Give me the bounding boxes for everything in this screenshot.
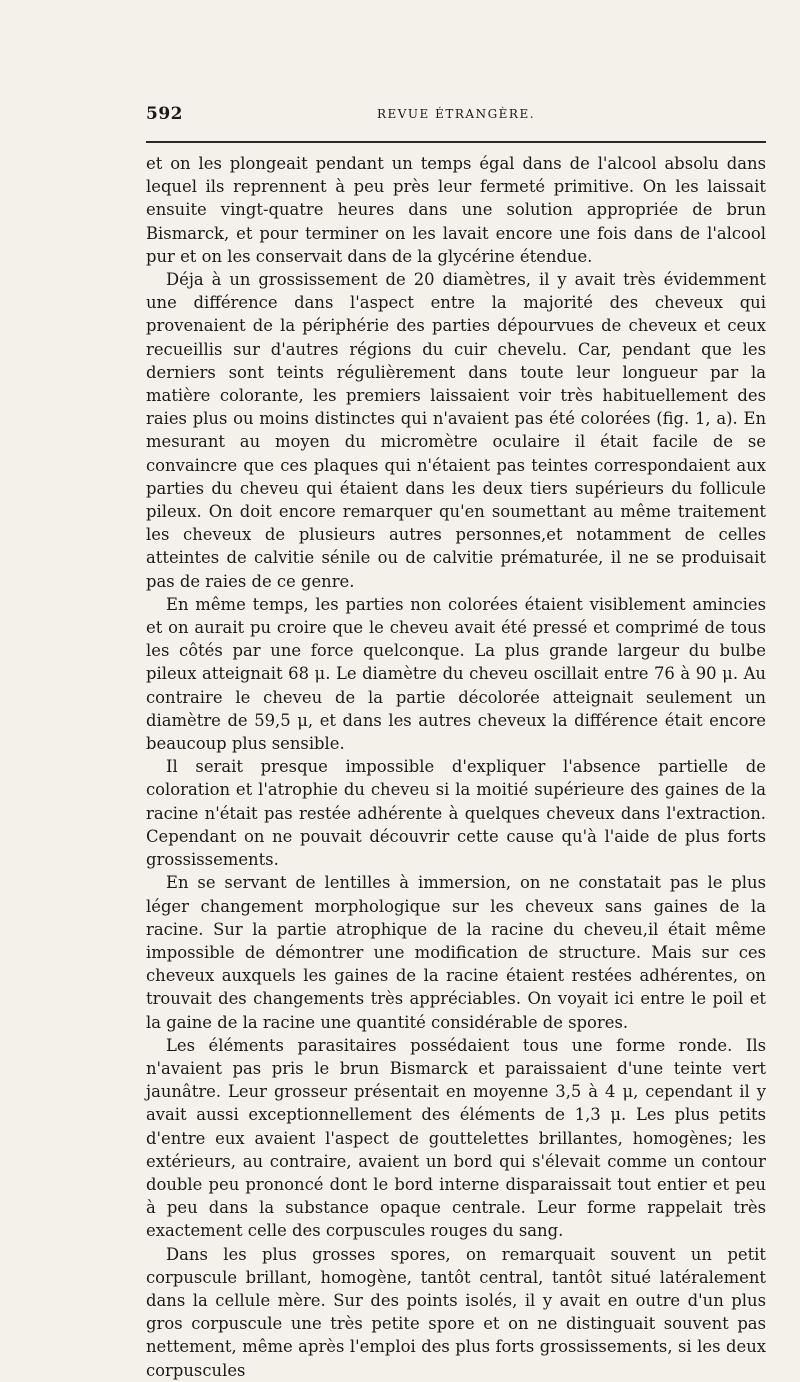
header-rule — [146, 141, 766, 143]
paragraph: et on les plongeait pendant un temps égal dans de l'alcool absolu dans lequel ils reprennent à peu près leur fermeté primitive. On les laissait ensuite vingt-quatre heures dans une solution appropriée de brun Bismarck, et pour terminer on les lavait encore une fois dans de l'alcool pur et on les conservait dans de la glycérine étendue. — [146, 154, 766, 266]
paragraph: En se servant de lentilles à immersion, on ne constatait pas le plus léger changement morphologique sur les cheveux sans gaines de la racine. Sur la partie atrophique de la racine du cheveu,il était même impossible de démontrer une modification de structure. Mais sur ces cheveux auxquels les gaines de la racine étaient restées adhérentes, on trouvait des changements très appréciables. On voyait ici entre le poil et la gaine de la racine une quantité considérable de spores. — [146, 873, 766, 1032]
page-number: 592 — [146, 104, 183, 124]
paragraph: Déja à un grossissement de 20 diamètres, il y avait très évidemment une différence dans l'aspect entre la majorité des cheveux qui provenaient de la périphérie des parties dépourvues de cheveux et ceux recueillis sur d'autres régions du cuir chevelu. Car, pendant que les derniers sont teints régulièrement dans toute leur longueur par la matière colorante, les premiers laissaient voir très habituellement des raies plus ou moins distinctes qui n'avaient pas été colorées (fig. 1, a). En mesurant au moyen du micromètre oculaire il était facile de se convaincre que ces plaques qui n'étaient pas teintes correspondaient aux parties du cheveu qui étaient dans les deux tiers supérieurs du follicule pileux. On doit encore remarquer qu'en soumettant au même traitement les cheveux de plusieurs autres personnes,et notamment de celles atteintes de calvitie sénile ou de calvitie prématurée, il ne se produisait pas de raies de ce genre. — [146, 270, 766, 591]
paragraph: Il serait presque impossible d'expliquer l'absence partielle de coloration et l'atrophie du cheveu si la moitié supérieure des gaines de la racine n'était pas restée adhérente à quelques cheveux dans l'extraction. Cependant on ne pouvait découvrir cette cause qu'à l'aide de plus forts grossissements. — [146, 757, 766, 870]
page-header — [146, 104, 766, 128]
running-title: REVUE ÉTRANGÈRE. — [376, 107, 536, 121]
paragraph: Dans les plus grosses spores, on remarquait souvent un petit corpuscule brillant, homogène, tantôt central, tantôt situé latéralement dans la cellule mère. Sur des points isolés, il y avait en outre d'un plus gros corpuscule une très petite spore et on ne distinguait souvent pas nettement, même après l'emploi des plus forts grossissements, si les deux corpuscules — [146, 1244, 766, 1380]
body-text — [146, 152, 766, 1382]
paragraph: Les éléments parasitaires possédaient tous une forme ronde. Ils n'avaient pas pris le brun Bismarck et paraissaient d'une teinte vert jaunâtre. Leur grosseur présentait en moyenne 3,5 à 4 μ, cependant il y avait aussi exceptionnellement des éléments de 1,3 μ. Les plus petits d'entre eux avaient l'aspect de gouttelettes brillantes, homogènes; les extérieurs, au contraire, avaient un bord qui s'élevait comme un contour double peu prononcé dont le bord interne disparaissait tout entier et peu à peu dans la substance opaque centrale. Leur forme rappelait très exactement celle des corpuscules rouges du sang. — [146, 1035, 766, 1241]
paragraph: En même temps, les parties non colorées étaient visiblement amincies et on aurait pu croire que le cheveu avait été pressé et comprimé de tous les côtés par une force quelconque. La plus grande largeur du bulbe pileux atteignait 68 μ. Le diamètre du cheveu oscillait entre 76 à 90 μ. Au contraire le cheveu de la partie décolorée atteignait seulement un diamètre de 59,5 μ, et dans les autres cheveux la différence était encore beaucoup plus sensible. — [146, 594, 766, 754]
